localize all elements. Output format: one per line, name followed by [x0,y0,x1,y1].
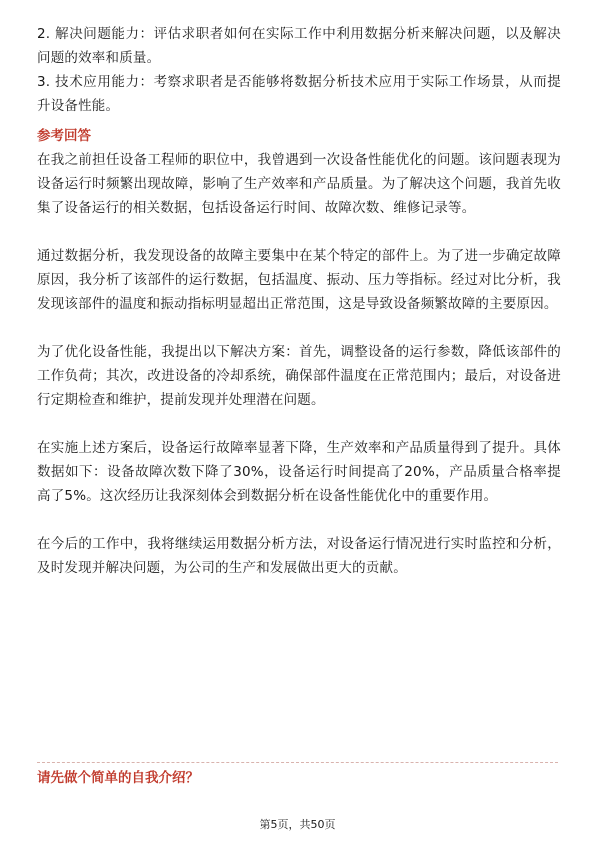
page-footer: 第5页，共50页 [259,818,336,831]
criterion-tech-application: 3. 技术应用能力：考察求职者是否能够将数据分析技术应用于实际工作场景，从而提升设备性能。 [37,74,561,114]
paragraph-gap [37,412,561,436]
paragraph-gap [37,508,561,532]
section-divider [37,762,558,763]
answer-heading: 参考回答 [37,128,91,144]
answer-paragraph: 在实施上述方案后，设备运行故障率显著下降，生产效率和产品质量得到了提升。具体数据如下：设备故障次数下降了30%，设备运行时间提高了20%，产品质量合格率提高了5%。这次经历让我深刻体会到数据分析在设备性能优化中的重要作用。 [37,440,561,504]
answer-paragraph: 在今后的工作中，我将继续运用数据分析方法，对设备运行情况进行实时监控和分析，及时发现并解决问题，为公司的生产和发展做出更大的贡献。 [37,536,561,576]
answer-paragraph: 通过数据分析，我发现设备的故障主要集中在某个特定的部件上。为了进一步确定故障原因，我分析了该部件的运行数据，包括温度、振动、压力等指标。经过对比分析，我发现该部件的温度和振动指标明显超出正常范围，这是导致设备频繁故障的主要原因。 [37,248,561,312]
answer-paragraph: 在我之前担任设备工程师的职位中，我曾遇到一次设备性能优化的问题。该问题表现为设备运行时频繁出现故障，影响了生产效率和产品质量。为了解决这个问题，我首先收集了设备运行的相关数据，包括设备运行时间、故障次数、维修记录等。 [37,152,561,216]
paragraph-gap [37,316,561,340]
next-question-heading: 请先做个简单的自我介绍？ [37,770,199,786]
criterion-problem-solving: 2. 解决问题能力：评估求职者如何在实际工作中利用数据分析来解决问题，以及解决问题的效率和质量。 [37,26,561,66]
paragraph-gap [37,220,561,244]
answer-paragraph: 为了优化设备性能，我提出以下解决方案：首先，调整设备的运行参数，降低该部件的工作负荷；其次，改进设备的冷却系统，确保部件温度在正常范围内；最后，对设备进行定期检查和维护，提前发现并处理潜在问题。 [37,344,561,408]
document-body [37,22,561,580]
